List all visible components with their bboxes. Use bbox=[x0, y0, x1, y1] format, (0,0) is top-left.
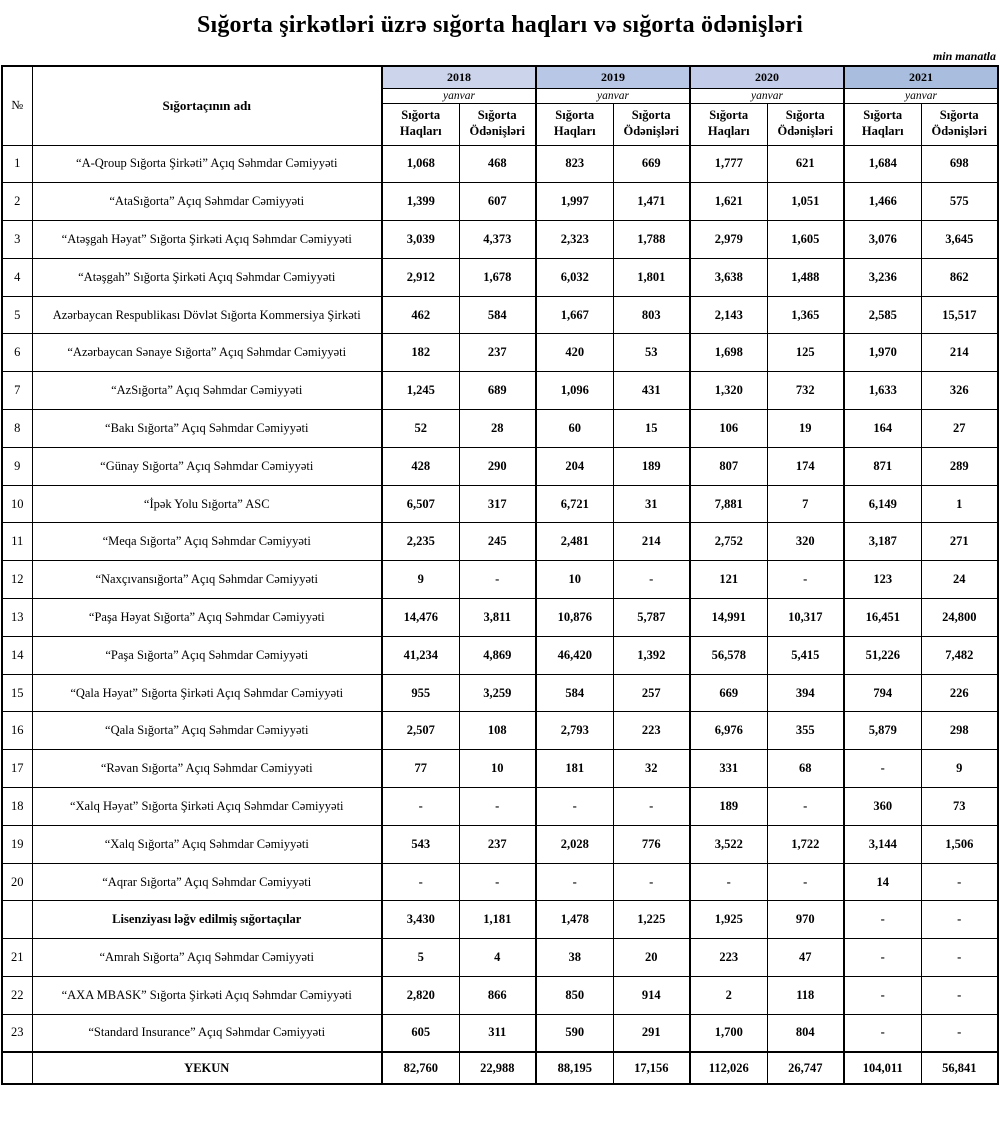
cell-value: - bbox=[613, 863, 690, 901]
cell-row-number bbox=[2, 901, 32, 939]
cell-value: 223 bbox=[690, 939, 767, 977]
metric-payments-2021: Sığorta Ödənişləri bbox=[921, 103, 998, 145]
cell-value: 1,225 bbox=[613, 901, 690, 939]
cell-insurer-name: “Azərbaycan Sənaye Sığorta” Açıq Səhmdar Cəmiyyəti bbox=[32, 334, 382, 372]
cell-value: 108 bbox=[459, 712, 536, 750]
cell-value: 24,800 bbox=[921, 599, 998, 637]
cell-value: 6,976 bbox=[690, 712, 767, 750]
cell-value: - bbox=[767, 863, 844, 901]
cell-row-number: 22 bbox=[2, 977, 32, 1015]
cell-value: 3,638 bbox=[690, 258, 767, 296]
total-value: 26,747 bbox=[767, 1052, 844, 1084]
cell-insurer-name: “Aqrar Sığorta” Açıq Səhmdar Cəmiyyəti bbox=[32, 863, 382, 901]
cell-value: 1,997 bbox=[536, 183, 613, 221]
cell-row-number: 17 bbox=[2, 750, 32, 788]
cell-value: 164 bbox=[844, 410, 921, 448]
cell-row-number: 16 bbox=[2, 712, 32, 750]
cell-insurer-name: “Xalq Sığorta” Açıq Səhmdar Cəmiyyəti bbox=[32, 825, 382, 863]
cell-value: 1 bbox=[921, 485, 998, 523]
cell-value: 1,722 bbox=[767, 825, 844, 863]
cell-value: 77 bbox=[382, 750, 459, 788]
cell-value: 32 bbox=[613, 750, 690, 788]
cell-value: - bbox=[536, 863, 613, 901]
cell-row-number: 9 bbox=[2, 447, 32, 485]
cell-value: 2,481 bbox=[536, 523, 613, 561]
cell-value: 15 bbox=[613, 410, 690, 448]
cell-value: 15,517 bbox=[921, 296, 998, 334]
cell-value: 1,488 bbox=[767, 258, 844, 296]
cell-value: - bbox=[844, 901, 921, 939]
cell-insurer-name: “Günay Sığorta” Açıq Səhmdar Cəmiyyəti bbox=[32, 447, 382, 485]
cell-value: 6,721 bbox=[536, 485, 613, 523]
cell-value: 420 bbox=[536, 334, 613, 372]
year-header-2021: 2021 bbox=[844, 66, 998, 88]
metric-premiums-2020: Sığorta Haqları bbox=[690, 103, 767, 145]
cell-value: 2,235 bbox=[382, 523, 459, 561]
cell-value: 2,143 bbox=[690, 296, 767, 334]
cell-value: 257 bbox=[613, 674, 690, 712]
cell-value: 68 bbox=[767, 750, 844, 788]
cell-value: 10 bbox=[459, 750, 536, 788]
cell-value: 53 bbox=[613, 334, 690, 372]
cell-value: 4,869 bbox=[459, 636, 536, 674]
cell-row-number: 8 bbox=[2, 410, 32, 448]
cell-value: 6,507 bbox=[382, 485, 459, 523]
page-title: Sığorta şirkətləri üzrə sığorta haqları və sığorta ödənişləri bbox=[196, 12, 804, 38]
cell-value: 669 bbox=[613, 145, 690, 183]
cell-value: 311 bbox=[459, 1014, 536, 1052]
cell-value: 732 bbox=[767, 372, 844, 410]
cell-value: 9 bbox=[921, 750, 998, 788]
cell-value: 7,881 bbox=[690, 485, 767, 523]
cell-value: 575 bbox=[921, 183, 998, 221]
total-value: 17,156 bbox=[613, 1052, 690, 1084]
cell-row-number: 18 bbox=[2, 788, 32, 826]
cell-value: 3,259 bbox=[459, 674, 536, 712]
cell-value: 291 bbox=[613, 1014, 690, 1052]
cell-insurer-name: “Qala Sığorta” Açıq Səhmdar Cəmiyyəti bbox=[32, 712, 382, 750]
cell-value: 823 bbox=[536, 145, 613, 183]
cell-value: 121 bbox=[690, 561, 767, 599]
subheader-yanvar-2018: yanvar bbox=[382, 88, 536, 103]
cell-value: 2,912 bbox=[382, 258, 459, 296]
cell-value: 2,507 bbox=[382, 712, 459, 750]
cell-insurer-name: “Amrah Sığorta” Açıq Səhmdar Cəmiyyəti bbox=[32, 939, 382, 977]
cell-value: 3,236 bbox=[844, 258, 921, 296]
cell-value: 1,801 bbox=[613, 258, 690, 296]
cell-value: 1,684 bbox=[844, 145, 921, 183]
cell-value: - bbox=[921, 977, 998, 1015]
table-row bbox=[2, 523, 998, 561]
table-row bbox=[2, 636, 998, 674]
table-row bbox=[2, 485, 998, 523]
cell-row-number: 7 bbox=[2, 372, 32, 410]
table-row bbox=[2, 825, 998, 863]
cell-row-number: 4 bbox=[2, 258, 32, 296]
table-row bbox=[2, 183, 998, 221]
total-number-cell bbox=[2, 1052, 32, 1084]
cell-value: 214 bbox=[613, 523, 690, 561]
cell-value: - bbox=[536, 788, 613, 826]
cell-value: 1,605 bbox=[767, 221, 844, 259]
year-header-2018: 2018 bbox=[382, 66, 536, 88]
cell-value: 355 bbox=[767, 712, 844, 750]
subheader-yanvar-2021: yanvar bbox=[844, 88, 998, 103]
cell-value: 804 bbox=[767, 1014, 844, 1052]
cell-value: 2,820 bbox=[382, 977, 459, 1015]
table-row bbox=[2, 447, 998, 485]
cell-value: 14,476 bbox=[382, 599, 459, 637]
cell-value: - bbox=[613, 561, 690, 599]
table-row bbox=[2, 901, 998, 939]
table-row bbox=[2, 1014, 998, 1052]
cell-value: - bbox=[844, 750, 921, 788]
cell-value: 1,478 bbox=[536, 901, 613, 939]
cell-value: 56,578 bbox=[690, 636, 767, 674]
cell-insurer-name: “Standard Insurance” Açıq Səhmdar Cəmiyyəti bbox=[32, 1014, 382, 1052]
cell-insurer-name: “Bakı Sığorta” Açıq Səhmdar Cəmiyyəti bbox=[32, 410, 382, 448]
cell-value: - bbox=[921, 901, 998, 939]
cell-value: 181 bbox=[536, 750, 613, 788]
cell-value: 605 bbox=[382, 1014, 459, 1052]
col-header-name: Sığortaçının adı bbox=[32, 66, 382, 145]
cell-value: - bbox=[767, 561, 844, 599]
table-row bbox=[2, 750, 998, 788]
cell-value: 698 bbox=[921, 145, 998, 183]
cell-value: 189 bbox=[690, 788, 767, 826]
total-value: 88,195 bbox=[536, 1052, 613, 1084]
cell-value: 41,234 bbox=[382, 636, 459, 674]
cell-value: 271 bbox=[921, 523, 998, 561]
cell-value: 1,181 bbox=[459, 901, 536, 939]
cell-value: - bbox=[844, 939, 921, 977]
cell-value: 1,777 bbox=[690, 145, 767, 183]
cell-value: 462 bbox=[382, 296, 459, 334]
cell-value: 871 bbox=[844, 447, 921, 485]
cell-value: 1,471 bbox=[613, 183, 690, 221]
cell-value: - bbox=[921, 1014, 998, 1052]
cell-value: 862 bbox=[921, 258, 998, 296]
cell-value: - bbox=[921, 863, 998, 901]
cell-value: - bbox=[459, 863, 536, 901]
table-row bbox=[2, 674, 998, 712]
cell-insurer-name: Lisenziyası ləğv edilmiş sığortaçılar bbox=[32, 901, 382, 939]
cell-insurer-name: “Xalq Həyat” Sığorta Şirkəti Açıq Səhmdar Cəmiyyəti bbox=[32, 788, 382, 826]
cell-value: 51,226 bbox=[844, 636, 921, 674]
cell-value: 106 bbox=[690, 410, 767, 448]
cell-value: 543 bbox=[382, 825, 459, 863]
metric-premiums-2019: Sığorta Haqları bbox=[536, 103, 613, 145]
cell-row-number: 15 bbox=[2, 674, 32, 712]
cell-value: 326 bbox=[921, 372, 998, 410]
cell-row-number: 2 bbox=[2, 183, 32, 221]
total-row bbox=[2, 1052, 998, 1084]
table-row bbox=[2, 410, 998, 448]
cell-value: - bbox=[459, 788, 536, 826]
table-row bbox=[2, 939, 998, 977]
cell-insurer-name: “AXA MBASK” Sığorta Şirkəti Açıq Səhmdar Cəmiyyəti bbox=[32, 977, 382, 1015]
cell-value: 10,876 bbox=[536, 599, 613, 637]
cell-value: 468 bbox=[459, 145, 536, 183]
cell-value: 970 bbox=[767, 901, 844, 939]
table-row bbox=[2, 221, 998, 259]
cell-value: 24 bbox=[921, 561, 998, 599]
table-row bbox=[2, 145, 998, 183]
metric-payments-2019: Sığorta Ödənişləri bbox=[613, 103, 690, 145]
cell-value: 584 bbox=[459, 296, 536, 334]
metric-payments-2020: Sığorta Ödənişləri bbox=[767, 103, 844, 145]
cell-insurer-name: “Qala Həyat” Sığorta Şirkəti Açıq Səhmdar Cəmiyyəti bbox=[32, 674, 382, 712]
total-value: 112,026 bbox=[690, 1052, 767, 1084]
cell-value: 5,787 bbox=[613, 599, 690, 637]
cell-row-number: 20 bbox=[2, 863, 32, 901]
cell-value: 3,039 bbox=[382, 221, 459, 259]
cell-value: 360 bbox=[844, 788, 921, 826]
cell-value: 3,144 bbox=[844, 825, 921, 863]
cell-value: 1,925 bbox=[690, 901, 767, 939]
cell-value: - bbox=[844, 1014, 921, 1052]
cell-insurer-name: “A-Qroup Sığorta Şirkəti” Açıq Səhmdar Cəmiyyəti bbox=[32, 145, 382, 183]
cell-value: 1,621 bbox=[690, 183, 767, 221]
cell-value: 2,979 bbox=[690, 221, 767, 259]
cell-value: 4,373 bbox=[459, 221, 536, 259]
cell-value: 331 bbox=[690, 750, 767, 788]
table-row bbox=[2, 863, 998, 901]
cell-value: 3,430 bbox=[382, 901, 459, 939]
table-row bbox=[2, 599, 998, 637]
cell-value: 10,317 bbox=[767, 599, 844, 637]
cell-insurer-name: “Naxçıvansığorta” Açıq Səhmdar Cəmiyyəti bbox=[32, 561, 382, 599]
cell-row-number: 10 bbox=[2, 485, 32, 523]
table-body bbox=[2, 145, 998, 1084]
cell-value: 1,633 bbox=[844, 372, 921, 410]
cell-value: 14,991 bbox=[690, 599, 767, 637]
total-label: YEKUN bbox=[32, 1052, 382, 1084]
cell-value: 1,788 bbox=[613, 221, 690, 259]
cell-value: 52 bbox=[382, 410, 459, 448]
cell-value: 1,245 bbox=[382, 372, 459, 410]
cell-value: 60 bbox=[536, 410, 613, 448]
cell-value: 6,032 bbox=[536, 258, 613, 296]
table-row bbox=[2, 372, 998, 410]
year-header-row bbox=[2, 66, 998, 88]
cell-value: 2,752 bbox=[690, 523, 767, 561]
cell-value: 38 bbox=[536, 939, 613, 977]
table-row bbox=[2, 977, 998, 1015]
cell-value: 20 bbox=[613, 939, 690, 977]
cell-insurer-name: “İpək Yolu Sığorta” ASC bbox=[32, 485, 382, 523]
cell-row-number: 14 bbox=[2, 636, 32, 674]
cell-value: 2,793 bbox=[536, 712, 613, 750]
cell-value: 5 bbox=[382, 939, 459, 977]
cell-value: 803 bbox=[613, 296, 690, 334]
cell-insurer-name: “Paşa Sığorta” Açıq Səhmdar Cəmiyyəti bbox=[32, 636, 382, 674]
cell-value: 850 bbox=[536, 977, 613, 1015]
cell-value: 866 bbox=[459, 977, 536, 1015]
cell-value: 317 bbox=[459, 485, 536, 523]
cell-value: 584 bbox=[536, 674, 613, 712]
cell-value: 1,399 bbox=[382, 183, 459, 221]
cell-value: 320 bbox=[767, 523, 844, 561]
total-value: 56,841 bbox=[921, 1052, 998, 1084]
metric-premiums-2021: Sığorta Haqları bbox=[844, 103, 921, 145]
cell-value: 1,667 bbox=[536, 296, 613, 334]
cell-row-number: 23 bbox=[2, 1014, 32, 1052]
cell-value: 1,466 bbox=[844, 183, 921, 221]
cell-row-number: 5 bbox=[2, 296, 32, 334]
cell-value: 27 bbox=[921, 410, 998, 448]
year-header-2019: 2019 bbox=[536, 66, 690, 88]
cell-value: 689 bbox=[459, 372, 536, 410]
cell-value: 1,700 bbox=[690, 1014, 767, 1052]
cell-insurer-name: “Rəvan Sığorta” Açıq Səhmdar Cəmiyyəti bbox=[32, 750, 382, 788]
table-row bbox=[2, 258, 998, 296]
cell-value: 2 bbox=[690, 977, 767, 1015]
cell-value: 607 bbox=[459, 183, 536, 221]
cell-value: 1,096 bbox=[536, 372, 613, 410]
insurance-table bbox=[1, 65, 999, 1085]
cell-value: 669 bbox=[690, 674, 767, 712]
cell-insurer-name: “AzSığorta” Açıq Səhmdar Cəmiyyəti bbox=[32, 372, 382, 410]
cell-value: 204 bbox=[536, 447, 613, 485]
cell-insurer-name: “Atəşgah” Sığorta Şirkəti Açıq Səhmdar Cəmiyyəti bbox=[32, 258, 382, 296]
cell-row-number: 19 bbox=[2, 825, 32, 863]
cell-value: 123 bbox=[844, 561, 921, 599]
cell-row-number: 12 bbox=[2, 561, 32, 599]
cell-value: 5,879 bbox=[844, 712, 921, 750]
cell-value: 118 bbox=[767, 977, 844, 1015]
cell-value: 776 bbox=[613, 825, 690, 863]
cell-value: 46,420 bbox=[536, 636, 613, 674]
cell-row-number: 13 bbox=[2, 599, 32, 637]
cell-row-number: 21 bbox=[2, 939, 32, 977]
subheader-yanvar-2020: yanvar bbox=[690, 88, 844, 103]
subheader-yanvar-2019: yanvar bbox=[536, 88, 690, 103]
cell-value: 28 bbox=[459, 410, 536, 448]
cell-value: - bbox=[382, 863, 459, 901]
cell-value: 1,678 bbox=[459, 258, 536, 296]
cell-value: 1,320 bbox=[690, 372, 767, 410]
cell-value: 7 bbox=[767, 485, 844, 523]
cell-value: 19 bbox=[767, 410, 844, 448]
cell-value: 73 bbox=[921, 788, 998, 826]
cell-value: 955 bbox=[382, 674, 459, 712]
cell-value: 237 bbox=[459, 825, 536, 863]
cell-value: 289 bbox=[921, 447, 998, 485]
cell-value: 1,506 bbox=[921, 825, 998, 863]
cell-value: 182 bbox=[382, 334, 459, 372]
unit-note: min manatla bbox=[932, 49, 996, 63]
cell-value: 621 bbox=[767, 145, 844, 183]
cell-value: 807 bbox=[690, 447, 767, 485]
cell-value: 1,365 bbox=[767, 296, 844, 334]
cell-value: - bbox=[382, 788, 459, 826]
table-row bbox=[2, 561, 998, 599]
total-value: 104,011 bbox=[844, 1052, 921, 1084]
cell-value: 3,187 bbox=[844, 523, 921, 561]
cell-value: 428 bbox=[382, 447, 459, 485]
cell-row-number: 1 bbox=[2, 145, 32, 183]
cell-value: 914 bbox=[613, 977, 690, 1015]
cell-value: - bbox=[613, 788, 690, 826]
table-row bbox=[2, 296, 998, 334]
cell-value: 3,645 bbox=[921, 221, 998, 259]
cell-value: 1,970 bbox=[844, 334, 921, 372]
cell-value: 226 bbox=[921, 674, 998, 712]
cell-value: - bbox=[690, 863, 767, 901]
cell-value: 3,076 bbox=[844, 221, 921, 259]
cell-value: 6,149 bbox=[844, 485, 921, 523]
cell-value: 10 bbox=[536, 561, 613, 599]
cell-value: 223 bbox=[613, 712, 690, 750]
cell-insurer-name: “Atəşgah Həyat” Sığorta Şirkəti Açıq Səhmdar Cəmiyyəti bbox=[32, 221, 382, 259]
cell-value: 16,451 bbox=[844, 599, 921, 637]
cell-value: - bbox=[767, 788, 844, 826]
cell-row-number: 6 bbox=[2, 334, 32, 372]
cell-value: 431 bbox=[613, 372, 690, 410]
cell-insurer-name: “Meqa Sığorta” Açıq Səhmdar Cəmiyyəti bbox=[32, 523, 382, 561]
cell-value: - bbox=[921, 939, 998, 977]
year-header-2020: 2020 bbox=[690, 66, 844, 88]
cell-value: - bbox=[844, 977, 921, 1015]
total-value: 82,760 bbox=[382, 1052, 459, 1084]
cell-row-number: 11 bbox=[2, 523, 32, 561]
cell-value: 3,811 bbox=[459, 599, 536, 637]
cell-value: 2,028 bbox=[536, 825, 613, 863]
cell-value: 394 bbox=[767, 674, 844, 712]
cell-value: 2,585 bbox=[844, 296, 921, 334]
metric-premiums-2018: Sığorta Haqları bbox=[382, 103, 459, 145]
cell-value: 4 bbox=[459, 939, 536, 977]
cell-value: 47 bbox=[767, 939, 844, 977]
cell-value: 31 bbox=[613, 485, 690, 523]
cell-value: 590 bbox=[536, 1014, 613, 1052]
cell-value: 14 bbox=[844, 863, 921, 901]
cell-row-number: 3 bbox=[2, 221, 32, 259]
cell-value: 1,068 bbox=[382, 145, 459, 183]
cell-insurer-name: “Paşa Həyat Sığorta” Açıq Səhmdar Cəmiyyəti bbox=[32, 599, 382, 637]
cell-value: 9 bbox=[382, 561, 459, 599]
metric-payments-2018: Sığorta Ödənişləri bbox=[459, 103, 536, 145]
cell-value: 1,392 bbox=[613, 636, 690, 674]
cell-value: 214 bbox=[921, 334, 998, 372]
col-header-number: № bbox=[2, 66, 32, 145]
cell-value: 7,482 bbox=[921, 636, 998, 674]
cell-value: 1,698 bbox=[690, 334, 767, 372]
cell-insurer-name: Azərbaycan Respublikası Dövlət Sığorta Kommersiya Şirkəti bbox=[32, 296, 382, 334]
table-row bbox=[2, 712, 998, 750]
cell-value: 290 bbox=[459, 447, 536, 485]
table-row bbox=[2, 788, 998, 826]
cell-value: 3,522 bbox=[690, 825, 767, 863]
cell-value: 237 bbox=[459, 334, 536, 372]
cell-value: 245 bbox=[459, 523, 536, 561]
cell-value: 125 bbox=[767, 334, 844, 372]
table-header bbox=[2, 66, 998, 145]
cell-value: 1,051 bbox=[767, 183, 844, 221]
cell-value: 174 bbox=[767, 447, 844, 485]
cell-value: 298 bbox=[921, 712, 998, 750]
total-value: 22,988 bbox=[459, 1052, 536, 1084]
cell-insurer-name: “AtaSığorta” Açıq Səhmdar Cəmiyyəti bbox=[32, 183, 382, 221]
table-row bbox=[2, 334, 998, 372]
cell-value: 189 bbox=[613, 447, 690, 485]
cell-value: 5,415 bbox=[767, 636, 844, 674]
cell-value: 2,323 bbox=[536, 221, 613, 259]
cell-value: 794 bbox=[844, 674, 921, 712]
cell-value: - bbox=[459, 561, 536, 599]
